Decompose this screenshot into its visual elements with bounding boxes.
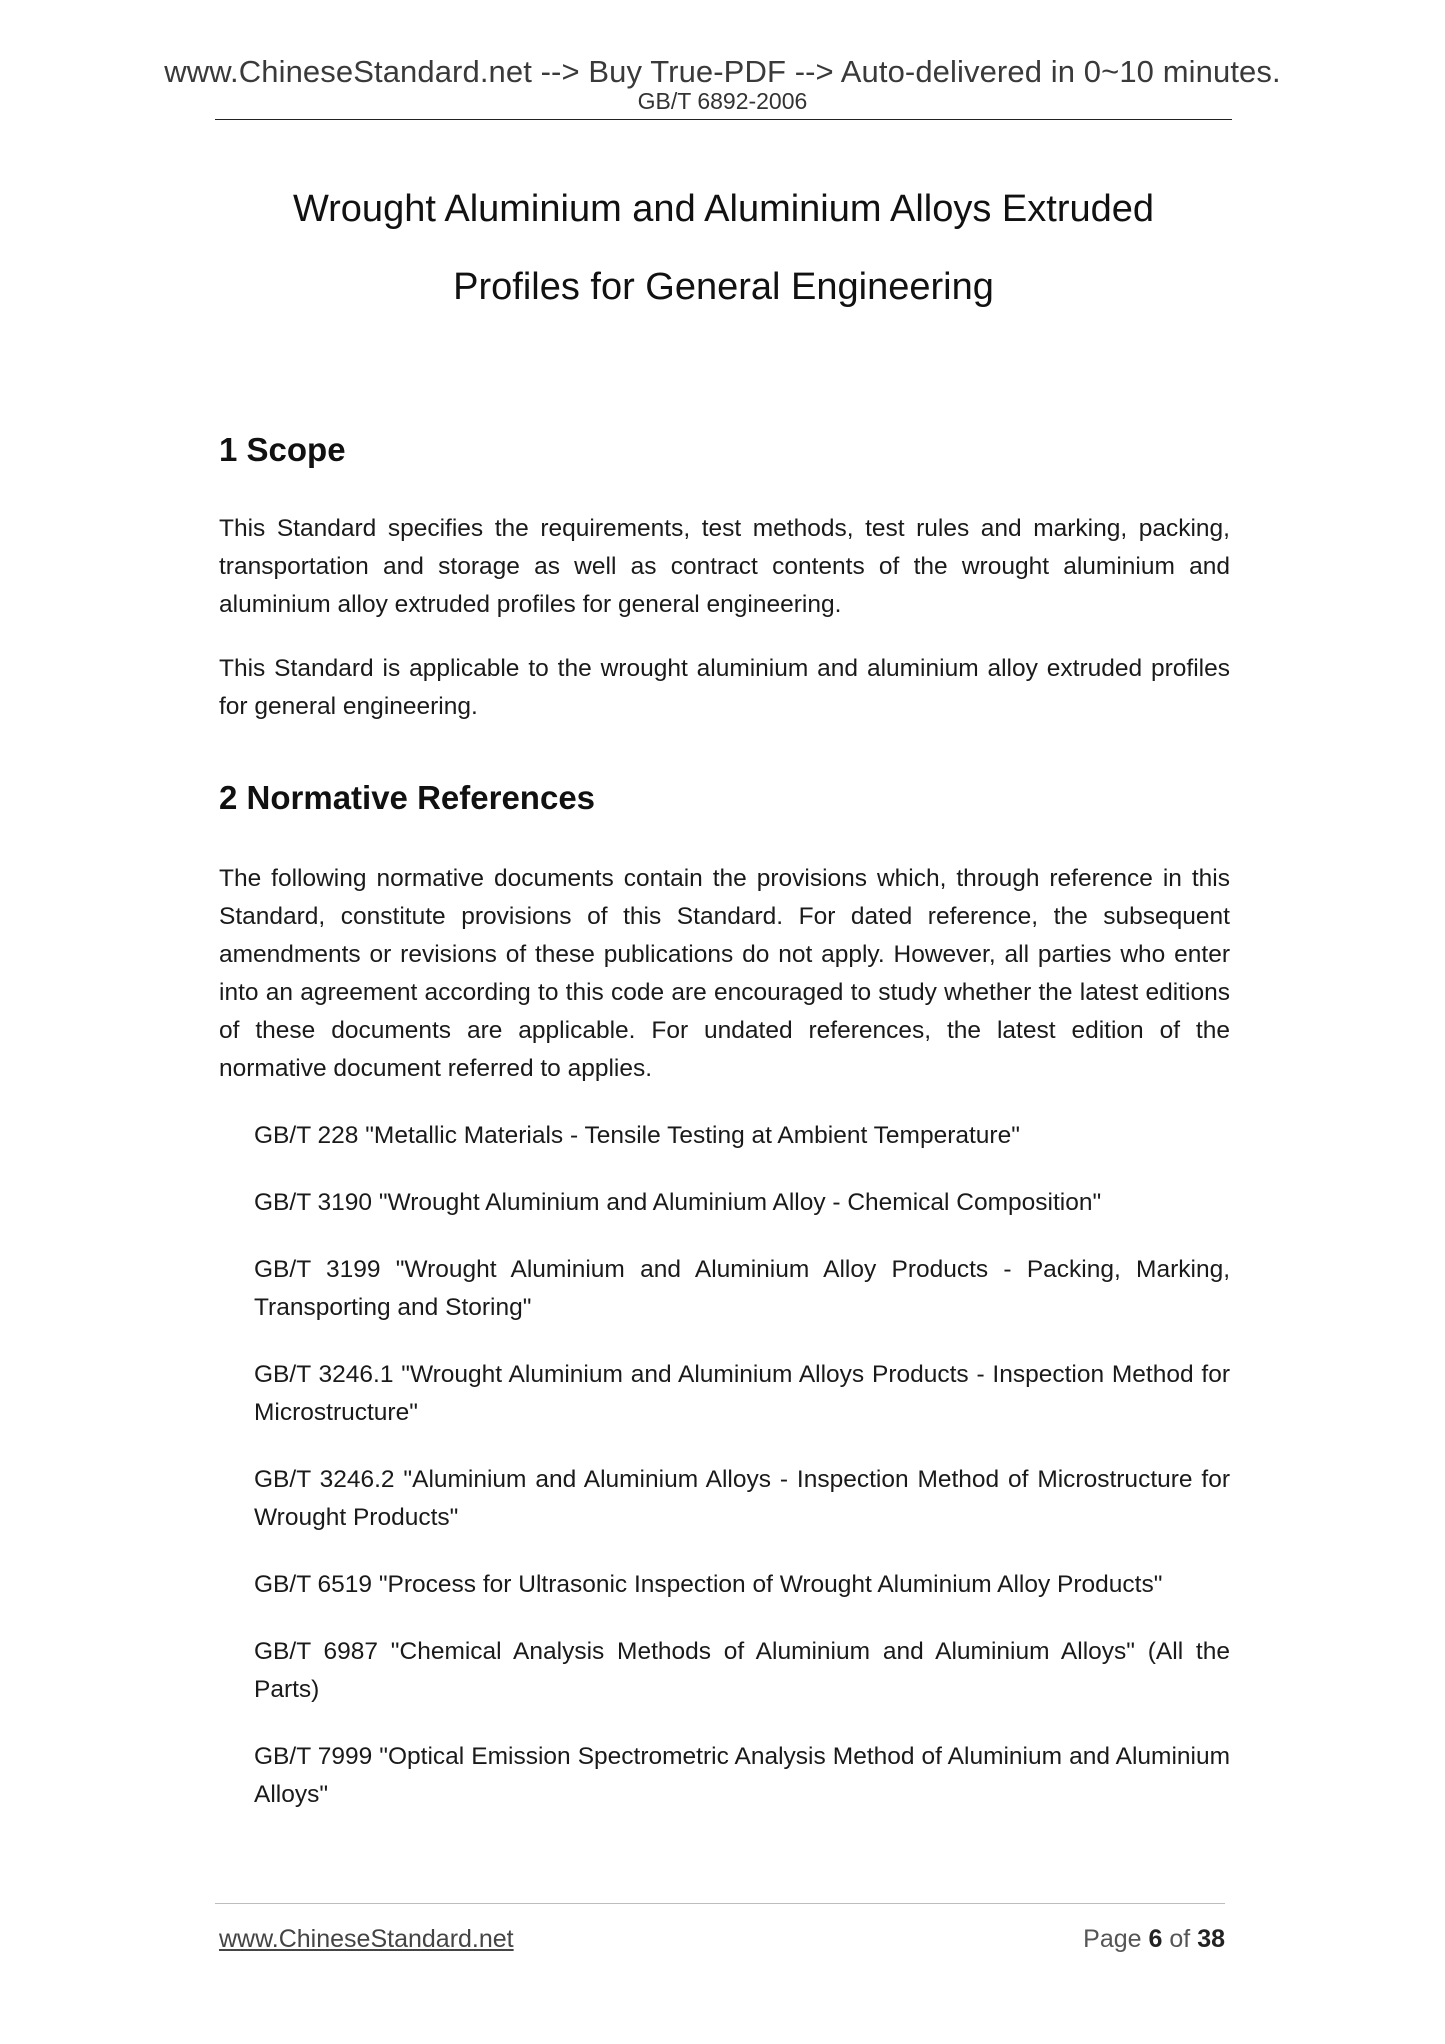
reference-item: GB/T 7999 "Optical Emission Spectrometric Analysis Method of Aluminium and Aluminium Alloys" <box>254 1743 1230 1808</box>
document-code: GB/T 6892-2006 <box>637 88 808 114</box>
page-number-total: 38 <box>1197 1925 1225 1953</box>
page-footer <box>219 1922 1225 1956</box>
page-number <box>1083 1922 1225 1956</box>
page-number-prefix: Page <box>1083 1925 1142 1953</box>
reference-item: GB/T 3246.2 "Aluminium and Aluminium Alloys - Inspection Method of Microstructure for Wrought Products" <box>254 1466 1230 1531</box>
header-divider <box>215 119 1232 120</box>
reference-item: GB/T 6987 "Chemical Analysis Methods of Aluminium and Aluminium Alloys" (All the Parts) <box>254 1638 1230 1703</box>
reference-item: GB/T 3190 "Wrought Aluminium and Aluminium Alloy - Chemical Composition" <box>254 1189 1102 1216</box>
page-number-current: 6 <box>1148 1925 1163 1953</box>
scope-paragraph: This Standard specifies the requirements, test methods, test rules and marking, packing, transportation and storage as well as contract contents of the wrought aluminium and aluminium alloy extruded profiles for general engineering. <box>219 515 1230 618</box>
footer-divider <box>215 1903 1225 1904</box>
reference-item: GB/T 228 "Metallic Materials - Tensile Testing at Ambient Temperature" <box>254 1122 1020 1149</box>
reference-item: GB/T 6519 "Process for Ultrasonic Inspection of Wrought Aluminium Alloy Products" <box>254 1571 1163 1598</box>
references-intro-paragraph: The following normative documents contain the provisions which, through reference in this Standard, constitute provisions of this Standard. For dated reference, the subsequent amendments or revisions of these publications do not apply. However, all parties who enter into an agreement according to this code are encouraged to study whether the latest editions of these documents are applicable. For undated references, the latest edition of the normative document referred to applies. <box>219 865 1230 1082</box>
reference-item: GB/T 3246.1 "Wrought Aluminium and Aluminium Alloys Products - Inspection Method for Microstructure" <box>254 1361 1230 1426</box>
page-number-of: of <box>1169 1925 1191 1953</box>
top-banner[interactable]: www.ChineseStandard.net --> Buy True-PDF --> Auto-delivered in 0~10 minutes. <box>164 54 1281 89</box>
document-title-line-2: Profiles for General Engineering <box>453 266 994 308</box>
reference-item: GB/T 3199 "Wrought Aluminium and Aluminium Alloy Products - Packing, Marking, Transporting and Storing" <box>254 1256 1230 1321</box>
document-title-line-1: Wrought Aluminium and Aluminium Alloys Extruded <box>292 188 1155 230</box>
section-heading-normative-references: 2 Normative References <box>219 779 596 816</box>
footer-site-link[interactable]: www.ChineseStandard.net <box>219 1925 514 1953</box>
document-body <box>219 430 1230 1814</box>
section-heading-scope: 1 Scope <box>219 431 346 468</box>
scope-paragraph: This Standard is applicable to the wrought aluminium and aluminium alloy extruded profiles for general engineering. <box>219 655 1230 720</box>
document-title <box>215 170 1232 326</box>
